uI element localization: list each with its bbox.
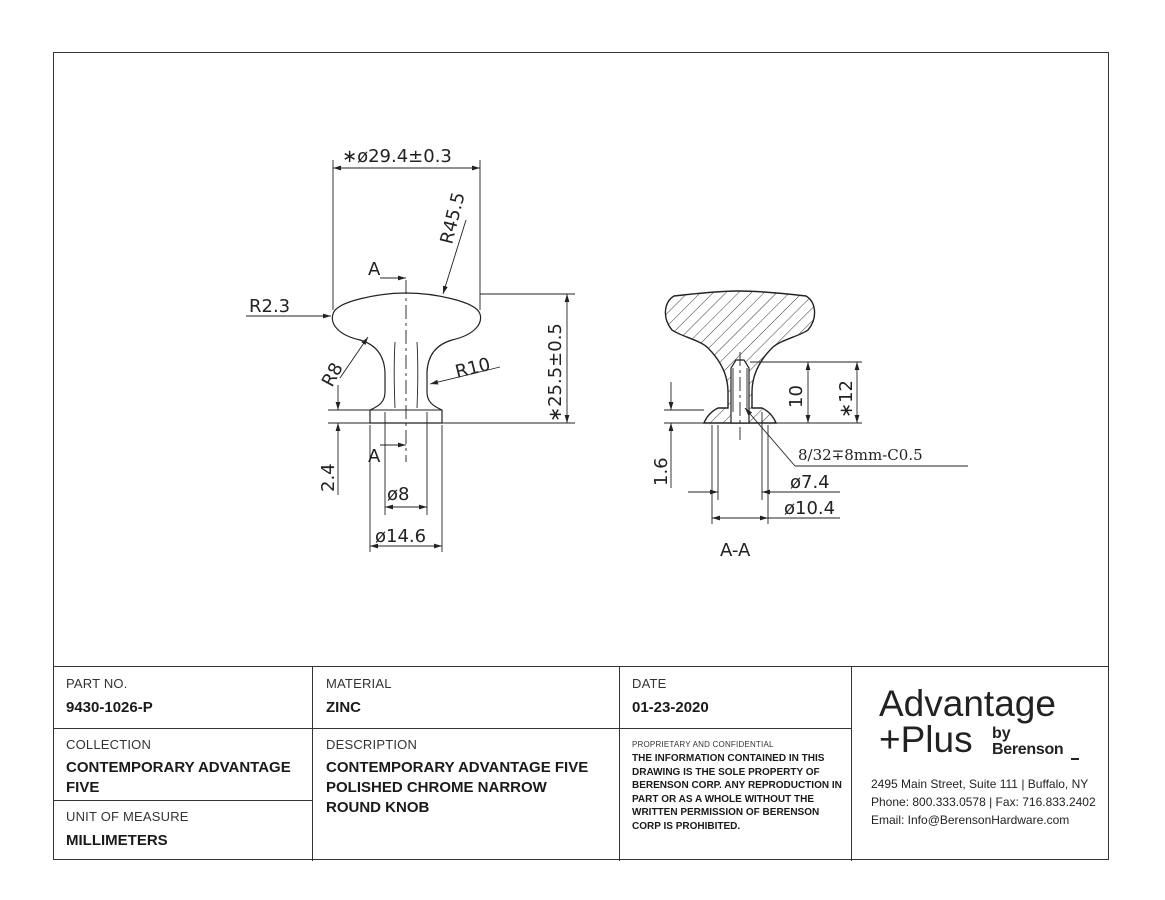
unit-value: MILLIMETERS xyxy=(66,832,168,849)
dim-base-diameter: ø14.6 xyxy=(375,526,427,547)
knob-outline xyxy=(332,293,480,423)
proprietary-text: THE INFORMATION CONTAINED IN THIS DRAWING IS THE SOLE PROPERTY OF BERENSON CORP. ANY REPRODUCTION IN PART OR AS A WHOLE WITHOUT THE WRITTEN PERMISSION OF BERENSON CORP IS PROHIBITED. xyxy=(632,753,842,832)
dim-neck-radius-right: R10 xyxy=(453,353,493,383)
brand-underline xyxy=(1071,758,1079,760)
section-view xyxy=(651,291,968,561)
brand-address: 2495 Main Street, Suite 111 | Buffalo, NY xyxy=(871,777,1089,791)
dim-base-thickness: 1.6 xyxy=(651,457,672,486)
dim-height: ∗25.5±0.5 xyxy=(545,323,566,422)
brand-email: Email: Info@BerensonHardware.com xyxy=(871,813,1070,827)
material-label: MATERIAL xyxy=(326,676,392,691)
section-mark-top: A xyxy=(368,259,381,280)
brand-by: by xyxy=(992,725,1011,742)
date-value: 01-23-2020 xyxy=(632,699,709,716)
brand-company: Berenson xyxy=(992,741,1064,758)
dim-top-diameter: ∗ø29.4±0.3 xyxy=(342,146,452,167)
part-no-value: 9430-1026-P xyxy=(66,699,153,716)
dim-base-height: 2.4 xyxy=(318,463,339,492)
description-value: CONTEMPORARY ADVANTAGE FIVE POLISHED CHROME NARROW ROUND KNOB xyxy=(326,759,589,816)
dim-edge-radius: R2.3 xyxy=(249,296,291,317)
section-mark-bottom: A xyxy=(368,446,381,467)
section-label: A-A xyxy=(720,540,751,561)
part-no-label: PART NO. xyxy=(66,676,128,691)
collection-value: CONTEMPORARY ADVANTAGE FIVE xyxy=(66,759,291,796)
dim-overall-depth: ∗12 xyxy=(836,380,857,418)
collection-label: COLLECTION xyxy=(66,737,152,752)
unit-label: UNIT OF MEASURE xyxy=(66,809,189,824)
description-label: DESCRIPTION xyxy=(326,737,418,752)
date-label: DATE xyxy=(632,676,667,691)
material-value: ZINC xyxy=(326,699,361,716)
front-view xyxy=(246,146,575,552)
dim-seat-diameter: ø10.4 xyxy=(784,498,836,519)
dim-neck-radius-left: R8 xyxy=(317,359,348,391)
dim-counterbore-diameter: ø7.4 xyxy=(790,472,830,493)
dim-neck-diameter: ø8 xyxy=(387,484,410,505)
brand-phone-fax: Phone: 800.333.0578 | Fax: 716.833.2402 xyxy=(871,795,1096,809)
brand-line2: +Plus xyxy=(879,719,973,760)
dim-crown-radius: R45.5 xyxy=(436,190,470,247)
brand-line1: Advantage xyxy=(879,683,1056,724)
proprietary-heading: PROPRIETARY AND CONFIDENTIAL xyxy=(632,740,774,749)
thread-note: 8/32∓8mm-C0.5 xyxy=(798,446,923,464)
dim-hole-depth: 10 xyxy=(786,385,807,408)
title-block xyxy=(53,666,1109,860)
